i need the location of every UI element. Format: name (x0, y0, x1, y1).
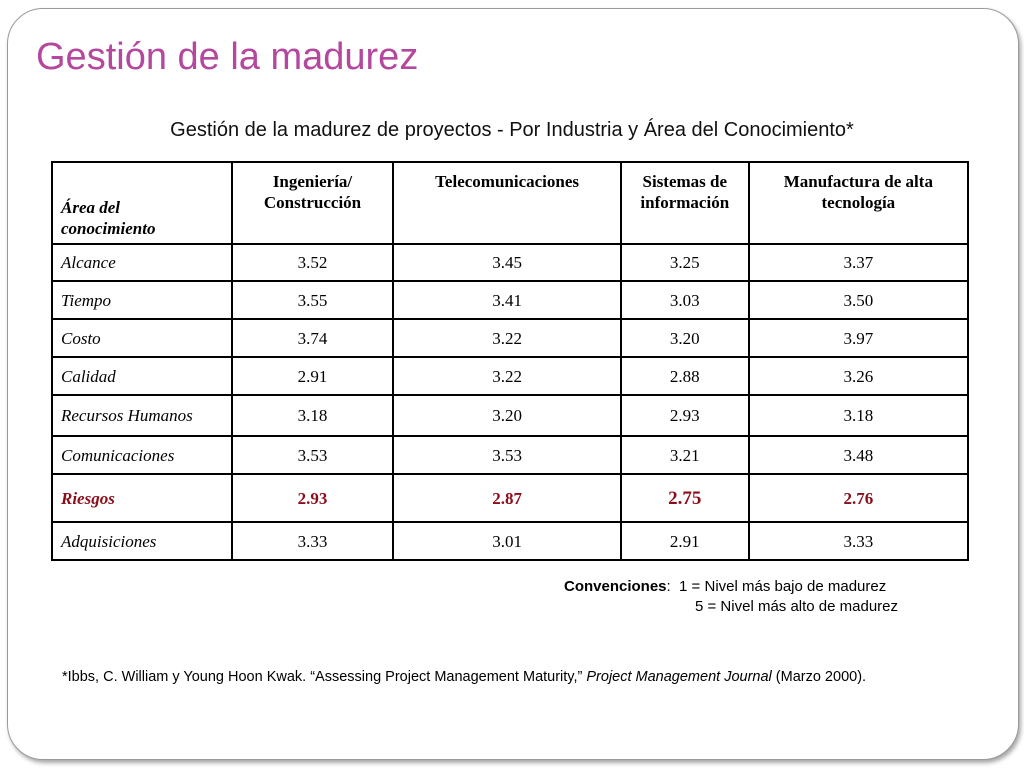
cell-value: 3.52 (232, 244, 394, 281)
header-ingenieria: Ingeniería/ Construcción (232, 162, 394, 244)
conventions-legend (564, 577, 898, 617)
row-area: Tiempo (52, 281, 232, 319)
table-row (52, 436, 968, 474)
header-manufactura: Manufactura de alta tecnología (749, 162, 968, 244)
row-area: Costo (52, 319, 232, 357)
row-area: Alcance (52, 244, 232, 281)
cell-value: 3.37 (749, 244, 968, 281)
cell-value: 2.88 (621, 357, 749, 395)
table-row (52, 395, 968, 436)
cell-value: 2.93 (232, 474, 394, 522)
cell-value: 3.53 (232, 436, 394, 474)
cell-value: 3.01 (393, 522, 621, 560)
header-sistemas: Sistemas de información (621, 162, 749, 244)
cell-value: 3.22 (393, 357, 621, 395)
cell-value: 3.55 (232, 281, 394, 319)
cell-value: 2.93 (621, 395, 749, 436)
maturity-table (51, 161, 969, 561)
cell-value: 3.21 (621, 436, 749, 474)
cell-value: 3.03 (621, 281, 749, 319)
footnote-citation (62, 669, 866, 685)
table-row (52, 522, 968, 560)
cell-value: 2.87 (393, 474, 621, 522)
table-row (52, 357, 968, 395)
row-area: Recursos Humanos (52, 395, 232, 436)
conventions-max: 5 = Nivel más alto de madurez (695, 598, 899, 615)
conventions-min: 1 = Nivel más bajo de madurez (679, 578, 887, 595)
cell-value: 3.48 (749, 436, 968, 474)
row-area: Calidad (52, 357, 232, 395)
table-header-row (52, 162, 968, 244)
table-row (52, 319, 968, 357)
table-row (52, 244, 968, 281)
cell-value: 3.41 (393, 281, 621, 319)
footnote-prefix: *Ibbs, C. William y Young Hoon Kwak. “Assessing Project Management Maturity,” (62, 669, 587, 685)
cell-value: 3.18 (749, 395, 968, 436)
cell-value: 3.33 (749, 522, 968, 560)
conventions-line-1: Convenciones: 1 = Nivel más bajo de madurez (564, 578, 887, 595)
table-row (52, 281, 968, 319)
cell-value: 3.97 (749, 319, 968, 357)
cell-value: 3.45 (393, 244, 621, 281)
cell-value: 3.22 (393, 319, 621, 357)
cell-value: 3.74 (232, 319, 394, 357)
row-area: Comunicaciones (52, 436, 232, 474)
footnote-suffix: (Marzo 2000). (771, 669, 867, 685)
header-area: Área del conocimiento (52, 162, 232, 244)
row-area: Riesgos (52, 474, 232, 522)
conventions-label: Convenciones (564, 578, 667, 595)
cell-value: 2.76 (749, 474, 968, 522)
row-area: Adquisiciones (52, 522, 232, 560)
page-title: Gestión de la madurez (36, 36, 419, 78)
table-subtitle: Gestión de la madurez de proyectos - Por Industria y Área del Conocimiento* (170, 119, 854, 141)
cell-value: 3.20 (621, 319, 749, 357)
footnote-journal: Project Management Journal (586, 669, 772, 685)
cell-value: 3.26 (749, 357, 968, 395)
cell-value: 3.20 (393, 395, 621, 436)
cell-value: 2.75 (621, 474, 749, 522)
cell-value: 2.91 (621, 522, 749, 560)
cell-value: 3.53 (393, 436, 621, 474)
cell-value: 2.91 (232, 357, 394, 395)
cell-value: 3.18 (232, 395, 394, 436)
cell-value: 3.25 (621, 244, 749, 281)
cell-value: 3.50 (749, 281, 968, 319)
table-row-highlighted (52, 474, 968, 522)
cell-value: 3.33 (232, 522, 394, 560)
header-telecomunicaciones: Telecomunicaciones (393, 162, 621, 244)
